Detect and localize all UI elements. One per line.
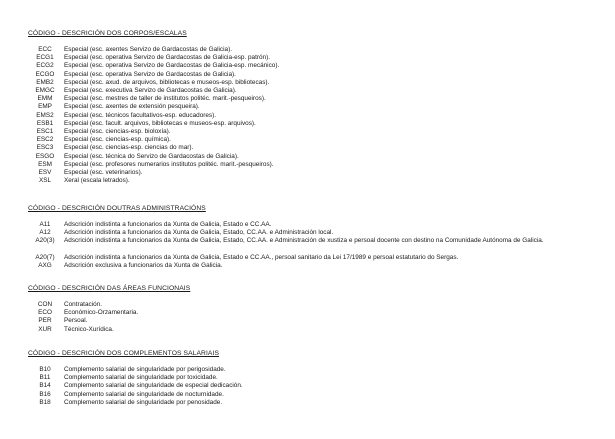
list-item (0, 229, 615, 237)
item-description: Especial (esc. operativa Servizo de Gardacostas de Galicia-esp. patrón). (64, 54, 271, 62)
item-description: Especial (esc. axud. de arquivos, bibliotecas e museos-esp. bibliotecas). (64, 78, 270, 86)
list-item (0, 153, 615, 161)
list-item (0, 317, 615, 325)
item-code: A20(3) (35, 237, 55, 245)
list-item (0, 112, 615, 120)
list-item (0, 391, 615, 399)
item-code: ECG2 (36, 62, 54, 70)
section-title: CÓDIGO - DESCRICIÓN DAS ÁREAS FUNCIONAIS (28, 285, 191, 292)
list-item (0, 136, 615, 144)
item-code: ESC3 (36, 144, 54, 152)
item-description: Especial (esc. técnicos facultativos-esp. educadores). (64, 111, 217, 119)
item-code: ESGO (35, 152, 55, 160)
item-code: ESV (38, 169, 52, 176)
item-description: Adscrición indistinta a funcionarios da Xunta de Galicia, Estado e CC.AA., persoal sanitario da Lei 17/1989 e persoal estatutario do Sergas. (64, 253, 459, 261)
section-title: CÓDIGO - DESCRICIÓN DOUTRAS ADMINISTRACIÓNS (28, 205, 206, 212)
list-item (0, 399, 615, 407)
item-description: Adscrición indistinta a funcionarios da Xunta de Galicia, Estado e CC.AA. (64, 221, 272, 228)
list-item (0, 366, 615, 374)
item-code: B18 (39, 398, 51, 406)
item-description: Adscrición indistinta a funcionarios da Xunta de Galicia, Estado, CC.AA. e Administración local. (64, 229, 334, 237)
item-code: ESC1 (36, 128, 54, 135)
item-description: Especial (esc. axentes de extensión pesqueira). (64, 103, 200, 111)
item-code: B14 (39, 382, 51, 390)
item-description: Especial (esc. ciencias-esp. ciencias do mar). (64, 144, 194, 152)
item-description: Especial (esc. mestres de taller de institutos politéc. marit.-pesqueiros). (64, 95, 266, 103)
item-code: EMM (37, 95, 53, 103)
item-code: ESC2 (36, 136, 54, 144)
list-item (0, 254, 615, 262)
item-description: Especial (esc. ciencias-esp. química). (64, 136, 171, 144)
list-item (0, 221, 615, 229)
list-item (0, 177, 615, 185)
list-item (0, 54, 615, 62)
item-description: Complemento salarial de singularidade por toxicidade. (64, 374, 218, 382)
list-item (0, 71, 615, 79)
item-code: XUR (38, 325, 52, 333)
item-description: Especial (esc. executiva Servizo de Gardacostas de Galicia). (64, 87, 237, 94)
item-description: Especial (esc. profesores numerarios institutos politéc. marit.-pesqueiros). (64, 160, 274, 168)
item-code: ECC (38, 46, 52, 53)
item-code: EMS2 (36, 111, 54, 119)
item-description: Especial (esc. técnica do Servizo de Gardacostas de Galicia). (64, 152, 239, 160)
item-code: ECO (38, 309, 52, 317)
list-item (0, 128, 615, 136)
section-title: CÓDIGO - DESCRICIÓN DOS CORPOS/ESCALAS (28, 30, 187, 37)
item-code: EMGC (35, 87, 55, 94)
list-item (0, 95, 615, 103)
item-code: CON (37, 301, 53, 308)
list-item (0, 103, 615, 111)
section-title: CÓDIGO - DESCRICIÓN DOS COMPLEMENTOS SALARIAIS (28, 350, 220, 357)
item-code: EMP (38, 103, 52, 111)
item-code: EMB2 (36, 78, 54, 86)
item-description: Adscrición indistinta a funcionarios da Xunta de Galicia, Estado, CC.AA. e Administración de xustiza e persoal docente con destino na Comunidade Autónoma de Galicia. (64, 237, 544, 245)
list-item (0, 79, 615, 87)
list-item (0, 309, 615, 317)
item-description: Persoal. (64, 317, 88, 325)
item-description: Complemento salarial de singularidade por perigosidade. (64, 366, 226, 373)
list-item (0, 374, 615, 382)
list-item (0, 382, 615, 390)
item-description: Adscrición exclusiva a funcionarios da Xunta de Galicia. (64, 262, 223, 269)
item-code: A12 (39, 229, 51, 237)
item-description: Complemento salarial de singularidade de especial dedicación. (64, 382, 243, 390)
item-description: Especial (esc. facult. arquivos, bibliotecas e museos-esp. arquivos). (64, 119, 256, 127)
item-description: Especial (esc. operativa Servizo de Gardacostas de Galicia-esp. mecánico). (64, 62, 280, 70)
item-description: Especial (esc. axentes Servizo de Gardacostas de Galicia). (64, 46, 233, 53)
item-description: Especial (esc. ciencias-esp. bioloxía). (64, 128, 171, 135)
list-item (0, 301, 615, 309)
list-item (0, 62, 615, 70)
item-description: Especial (esc. operativa Servizo de Gardacostas de Galicia). (64, 70, 236, 78)
list-item (0, 46, 615, 54)
item-description: Especial (esc. veterinarios). (64, 169, 143, 176)
list-item (0, 161, 615, 169)
list-item (0, 326, 615, 334)
item-description: Xeral (escala letrados). (64, 177, 130, 185)
list-item (0, 169, 615, 177)
list-item (0, 87, 615, 95)
list-item (0, 237, 615, 253)
list-item (0, 120, 615, 128)
item-code: ECGO (35, 70, 55, 78)
item-code: B16 (39, 390, 51, 398)
item-description: Complemento salarial de singularidade de nocturnidade. (64, 390, 224, 398)
item-description: Técnico-Xurídica. (64, 325, 114, 333)
item-code: ESM (38, 160, 52, 168)
item-code: PER (38, 317, 52, 325)
item-code: A20(7) (35, 253, 55, 261)
item-code: ECG1 (36, 54, 54, 62)
item-code: B10 (39, 366, 51, 373)
item-code: A11 (39, 221, 51, 228)
item-code: AXG (38, 262, 52, 269)
list-item (0, 262, 615, 270)
item-description: Complemento salarial de singularidade por penosidade. (64, 398, 223, 406)
list-item (0, 144, 615, 152)
item-code: B11 (39, 374, 51, 382)
item-code: ESB1 (36, 119, 54, 127)
item-description: Contratación. (64, 301, 103, 308)
item-description: Económico-Orzamentaria. (64, 309, 139, 317)
item-code: XSL (38, 177, 52, 185)
